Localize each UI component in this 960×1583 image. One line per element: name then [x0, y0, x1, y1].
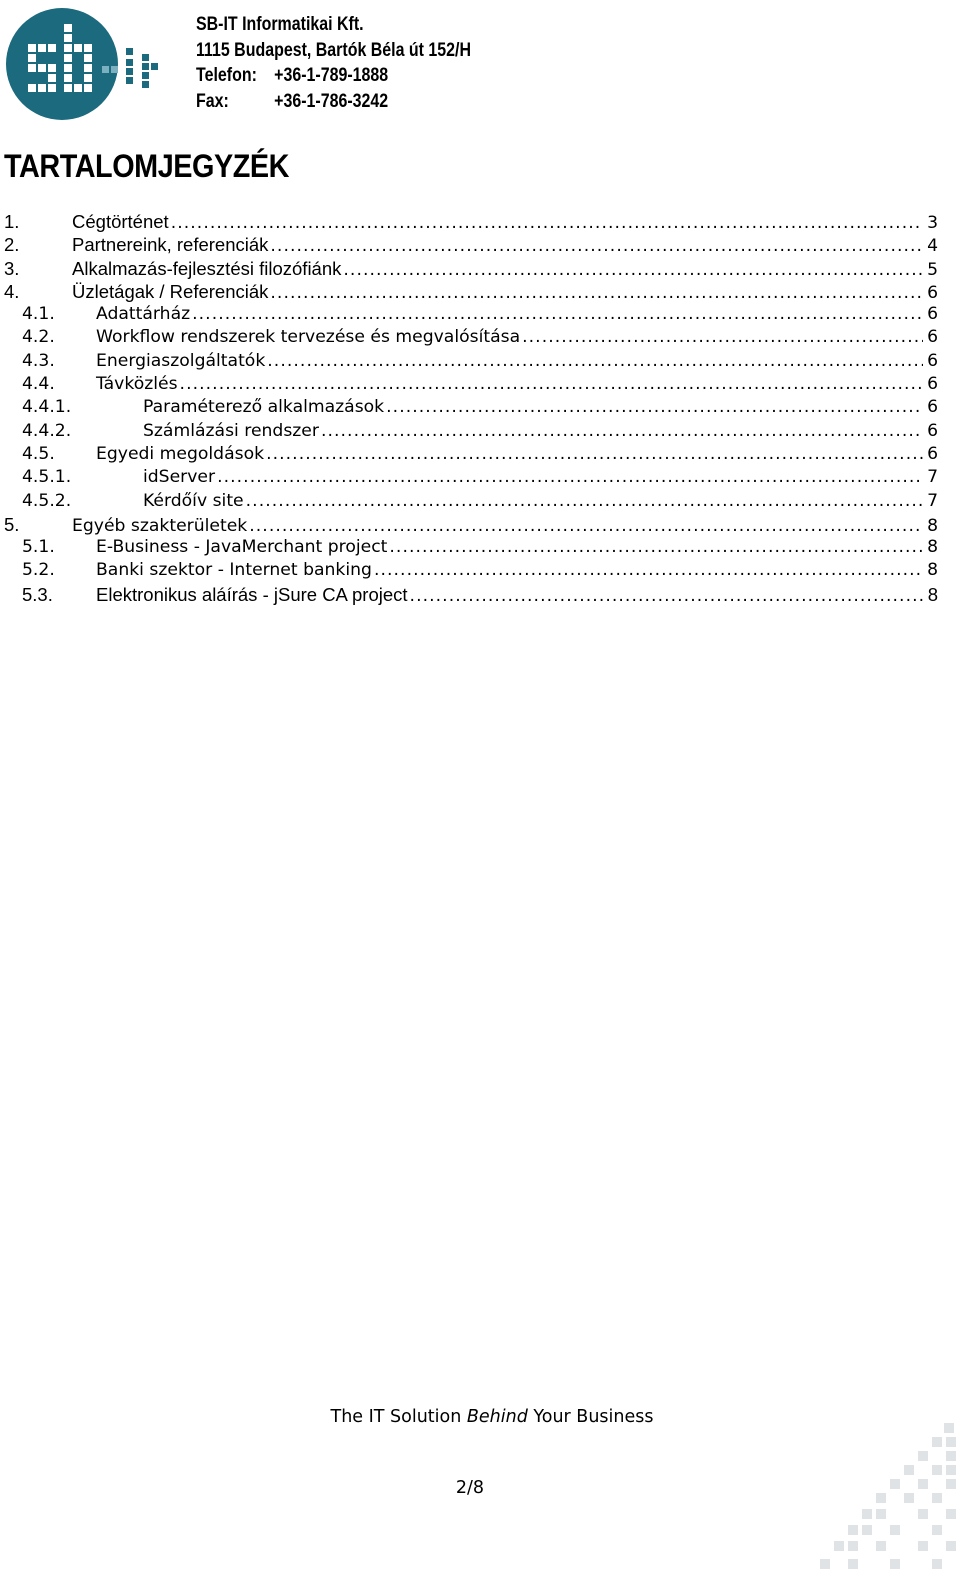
logo-circle [6, 8, 118, 120]
toc-entry-page: 8 [927, 515, 938, 536]
toc-leader-dots [244, 490, 923, 513]
toc-entry-number: 4.4. [22, 374, 55, 395]
toc-leader-dots [268, 282, 923, 303]
toc-entry-number: 5. [4, 513, 20, 535]
toc-entry-page: 6 [927, 397, 938, 418]
toc-leader-dots [384, 396, 923, 419]
toc-entry-page: 7 [927, 467, 938, 488]
company-address: 1115 Budapest, Bartók Béla út 152/H [196, 39, 471, 61]
toc-entry-page: 8 [927, 560, 938, 581]
table-of-contents [4, 210, 938, 606]
toc-entry-number: 4. [4, 280, 20, 302]
toc-title: TARTALOMJEGYZÉK [4, 148, 289, 184]
toc-entry-page: 6 [927, 350, 938, 371]
toc-entry[interactable] [4, 559, 938, 582]
toc-entry-number: 5.2. [22, 560, 55, 581]
toc-entry-title: Alkalmazás-fejlesztési filozófiánk [72, 257, 342, 279]
toc-leader-dots [387, 536, 923, 559]
toc-entry[interactable] [4, 350, 938, 373]
toc-leader-dots [178, 373, 924, 396]
company-phone [196, 63, 471, 89]
toc-entry-title: Üzletágak / Referenciák [72, 280, 269, 302]
toc-leader-dots [319, 420, 923, 443]
toc-entry-title: Banki szektor - Internet banking [96, 560, 372, 581]
toc-entry[interactable] [4, 583, 938, 606]
toc-leader-dots [215, 466, 923, 489]
toc-entry-number: 3. [4, 257, 20, 279]
company-fax [196, 89, 471, 115]
toc-entry[interactable] [4, 513, 938, 536]
toc-entry-number: 4.4.1. [22, 397, 72, 418]
toc-entry-page: 8 [927, 583, 938, 605]
toc-entry-page: 6 [927, 420, 938, 441]
toc-leader-dots [265, 350, 923, 373]
toc-leader-dots [408, 585, 924, 606]
toc-entry-title: Számlázási rendszer [143, 420, 319, 441]
toc-entry-page: 6 [927, 304, 938, 325]
toc-leader-dots [341, 259, 923, 280]
toc-entry[interactable] [4, 396, 938, 419]
toc-entry[interactable] [4, 490, 938, 513]
toc-entry-number: 4.3. [22, 350, 55, 371]
toc-entry-title: E-Business - JavaMerchant project [96, 537, 388, 558]
toc-entry-page: 6 [927, 282, 938, 303]
tagline-part: Your Business [527, 1407, 654, 1427]
toc-entry-number: 5.1. [22, 537, 55, 558]
toc-entry-number: 2. [4, 234, 20, 256]
logo-it [126, 48, 158, 88]
toc-leader-dots [268, 235, 923, 256]
toc-leader-dots [520, 326, 923, 349]
company-info [196, 12, 471, 114]
toc-leader-dots [169, 212, 923, 233]
toc-entry-number: 4.1. [22, 304, 55, 325]
toc-leader-dots [247, 515, 923, 536]
toc-entry-page: 5 [927, 259, 938, 280]
toc-leader-dots [264, 443, 923, 466]
toc-leader-dots [372, 559, 923, 582]
fax-label: Fax: [196, 90, 229, 112]
toc-entry-title: idServer [143, 467, 216, 488]
toc-entry[interactable] [4, 303, 938, 326]
toc-entry-page: 8 [927, 537, 938, 558]
toc-entry-page: 7 [927, 490, 938, 511]
toc-entry[interactable] [4, 536, 938, 559]
toc-entry-title: Elektronikus aláírás - jSure CA project [96, 583, 408, 605]
toc-entry[interactable] [4, 280, 938, 303]
toc-entry[interactable] [4, 210, 938, 233]
toc-entry-page: 3 [927, 213, 938, 233]
toc-entry-title: Workflow rendszerek tervezése és megvalósítása [96, 327, 521, 348]
footer-tagline [0, 1405, 960, 1429]
phone-label: Telefon: [196, 65, 257, 86]
toc-entry-title: Kérdőív site [143, 490, 244, 511]
toc-entry-title: Partnereink, referenciák [72, 234, 269, 256]
toc-entry[interactable] [4, 443, 938, 466]
toc-entry-number: 4.5. [22, 443, 55, 464]
tagline-part: The IT Solution [330, 1407, 467, 1427]
toc-entry-title: Egyéb szakterületek [72, 515, 248, 536]
toc-entry-title: Távközlés [96, 374, 178, 395]
phone-number: +36-1-789-1888 [274, 65, 389, 86]
toc-entry-number: 4.5.1. [22, 467, 72, 488]
toc-entry[interactable] [4, 466, 938, 489]
toc-entry[interactable] [4, 420, 938, 443]
toc-entry-number: 4.4.2. [22, 420, 72, 441]
toc-entry-title: Paraméterező alkalmazások [143, 397, 385, 418]
toc-entry[interactable] [4, 326, 938, 349]
toc-entry-number: 4.5.2. [22, 490, 72, 511]
page-indicator: 2/8 [455, 1478, 485, 1498]
fax-number: +36-1-786-3242 [274, 90, 389, 112]
toc-entry[interactable] [4, 373, 938, 396]
toc-entry-page: 6 [927, 327, 938, 348]
toc-entry-number: 4.2. [22, 327, 55, 348]
toc-entry-title: Cégtörténet [72, 211, 169, 232]
toc-entry-number: 1. [4, 211, 20, 232]
toc-entry-page: 4 [927, 236, 938, 257]
toc-entry-page: 6 [927, 374, 938, 395]
toc-entry-page: 6 [927, 443, 938, 464]
toc-entry-title: Egyedi megoldások [96, 443, 265, 464]
corner-pixel-decoration [820, 1413, 960, 1583]
company-logo [4, 4, 182, 122]
toc-entry[interactable] [4, 257, 938, 280]
toc-entry-number: 5.3. [22, 583, 53, 605]
toc-entry-title: Energiaszolgáltatók [96, 350, 266, 371]
toc-leader-dots [190, 303, 923, 326]
toc-entry[interactable] [4, 233, 938, 256]
company-name: SB-IT Informatikai Kft. [196, 14, 364, 35]
toc-entry-title: Adattárház [96, 304, 191, 325]
tagline-emphasis: Behind [466, 1407, 528, 1427]
